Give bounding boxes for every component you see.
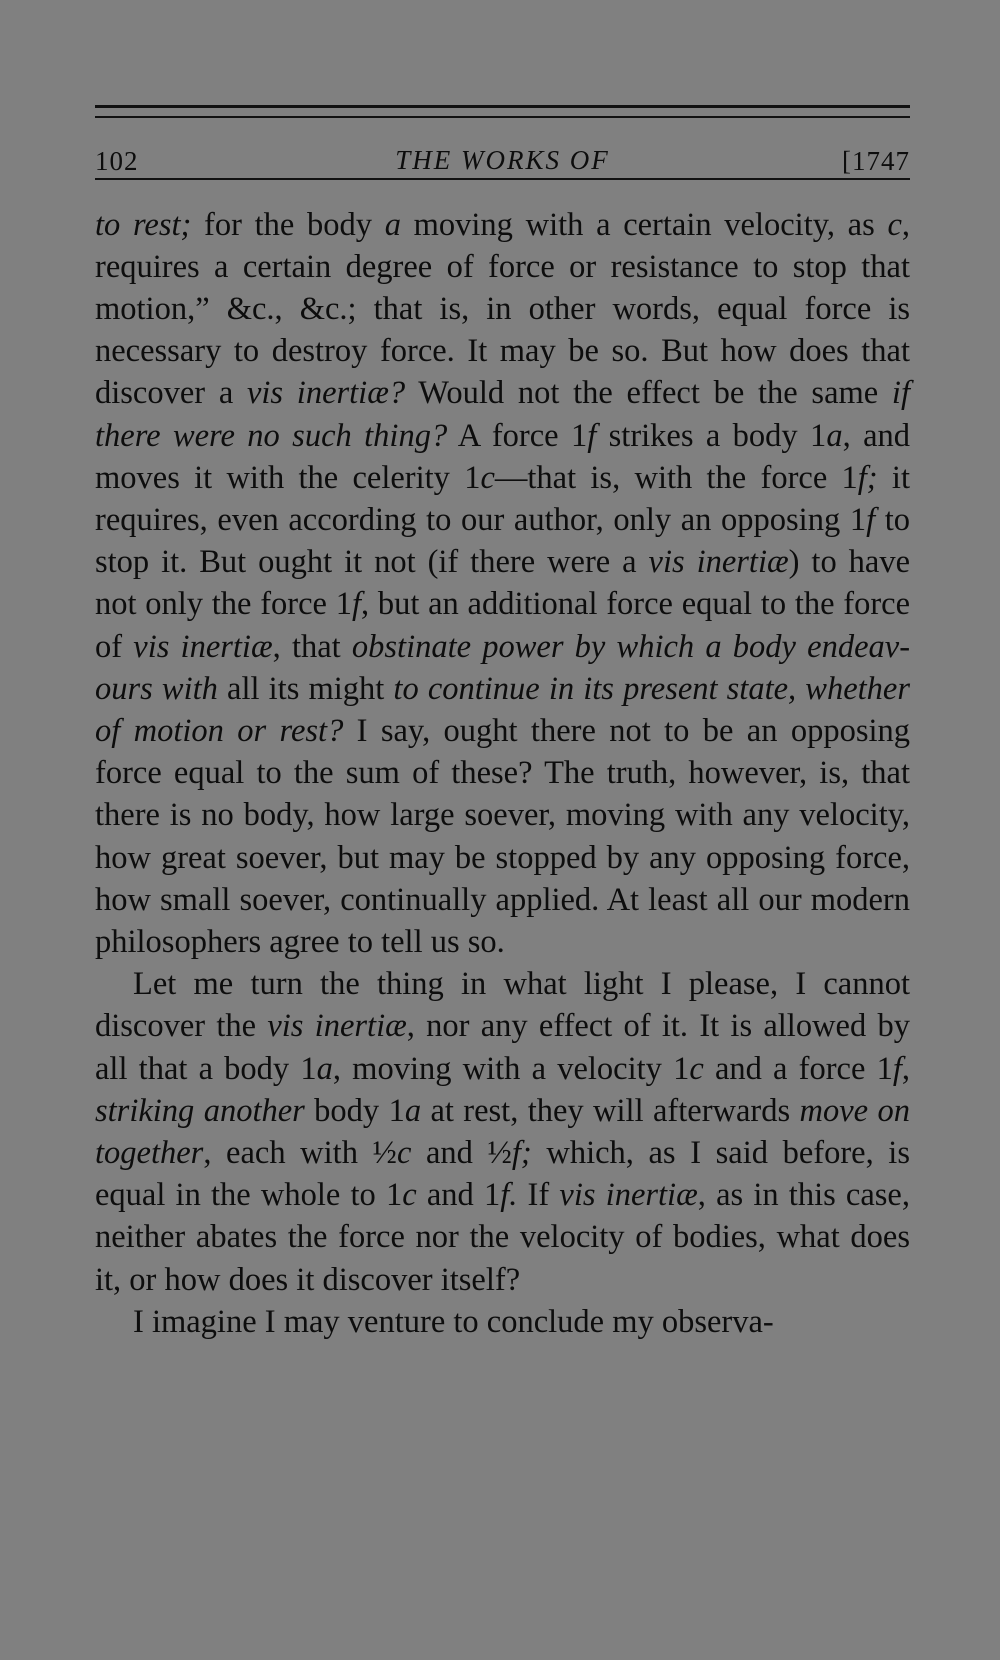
top-rule-thick — [95, 105, 910, 108]
italic-text: obstinate power by which a body endeavours with — [95, 628, 911, 707]
page-number: 102 — [95, 145, 139, 176]
text-run: I imagine I may venture to conclude my observa- — [133, 1303, 774, 1340]
italic-text: a — [384, 206, 401, 243]
italic-text: f; — [511, 1134, 532, 1171]
text-run: , nor any effect of it. It is allowed by all that a body 1 — [95, 1008, 910, 1087]
paragraph — [95, 963, 910, 1301]
italic-text: vis inertiæ — [133, 628, 273, 665]
text-run: , requires a certain degree of force or resistance to stop that motion,” &c., &c.; that is, in other words, equal force is necessary to destroy force. It may be so. But how does that discover a — [95, 206, 910, 412]
italic-text: vis inertiæ — [648, 544, 789, 581]
text-run: for the body — [191, 206, 385, 243]
italic-text: vis inertiæ — [559, 1177, 698, 1214]
text-run: and ½ — [411, 1134, 512, 1171]
italic-text: f. — [500, 1177, 518, 1214]
italic-text: c — [689, 1050, 704, 1087]
italic-text: striking another — [95, 1092, 305, 1129]
text-run: , each with ½ — [203, 1134, 397, 1171]
italic-text: f; — [857, 459, 878, 496]
text-run: to stop it. But ought it not (if there were a — [95, 501, 910, 581]
header-rule — [95, 178, 910, 180]
italic-text: f — [587, 417, 597, 454]
text-run: and 1 — [416, 1177, 501, 1214]
book-page — [95, 105, 910, 1343]
text-run: , moving with a velocity 1 — [332, 1050, 690, 1087]
running-year: [1747 — [842, 145, 910, 176]
italic-text: move on together — [95, 1092, 910, 1171]
text-run: If — [517, 1177, 560, 1214]
paragraph — [95, 1301, 910, 1343]
text-run: and a force 1 — [703, 1050, 893, 1087]
italic-text: c — [887, 206, 902, 243]
text-run: Let me turn the thing in what light I please, I cannot discover the — [95, 966, 910, 1045]
italic-text: c — [396, 1134, 412, 1171]
text-run: which, as I said before, is equal in the whole to 1 — [95, 1134, 910, 1214]
italic-text: vis inertiæ? — [246, 375, 406, 412]
italic-text: f — [892, 1050, 902, 1087]
text-run: body 1 — [304, 1092, 405, 1129]
italic-text: f — [866, 501, 876, 538]
italic-text: c — [402, 1177, 417, 1214]
text-run: , and moves it with the celerity 1 — [95, 417, 910, 496]
text-run: moving with a certain velocity, as — [400, 206, 888, 243]
text-run: strikes a body 1 — [596, 417, 827, 454]
text-run: , as in this case, neither abates the force nor the velocity of bodies, what does it, or how does it discover itself? — [95, 1177, 910, 1298]
italic-text: c — [480, 459, 495, 496]
italic-text: if there were no such thing? — [95, 375, 910, 454]
text-run: it requires, even according to our author, only an opposing 1 — [95, 459, 910, 538]
running-head — [95, 118, 910, 178]
text-run: , — [901, 1050, 910, 1087]
text-run: Would not the effect be the same — [405, 375, 892, 412]
italic-text: to continue in its present state, whether of motion or rest? — [95, 670, 910, 749]
italic-text: to rest; — [95, 206, 192, 243]
paragraph — [95, 204, 910, 964]
italic-text: a — [826, 417, 843, 454]
italic-text: vis inertiæ — [267, 1008, 407, 1045]
italic-text: a — [404, 1092, 422, 1129]
italic-text: f — [351, 586, 361, 623]
text-run: all its might — [217, 670, 394, 707]
text-run: at rest, they will afterwards — [421, 1092, 800, 1129]
text-run: ) to have not only the force 1 — [95, 544, 911, 623]
text-run: —that is, with the force 1 — [494, 459, 858, 496]
text-run: , but an additional force equal to the force of — [95, 586, 911, 665]
text-run: A force 1 — [447, 417, 588, 454]
body-text — [95, 204, 910, 1343]
italic-text: a — [316, 1050, 333, 1087]
text-run: I say, ought there not to be an opposing force equal to the sum of these? The truth, however, is, that there is no body, how large soever, moving with any velocity, how great soever, but may be stopped by any opposing force, how small soever, continually applied. At least all our modern philosophers agree to tell us so. — [95, 712, 910, 960]
text-run: , that — [272, 628, 352, 665]
running-title: THE WORKS OF — [395, 144, 610, 175]
